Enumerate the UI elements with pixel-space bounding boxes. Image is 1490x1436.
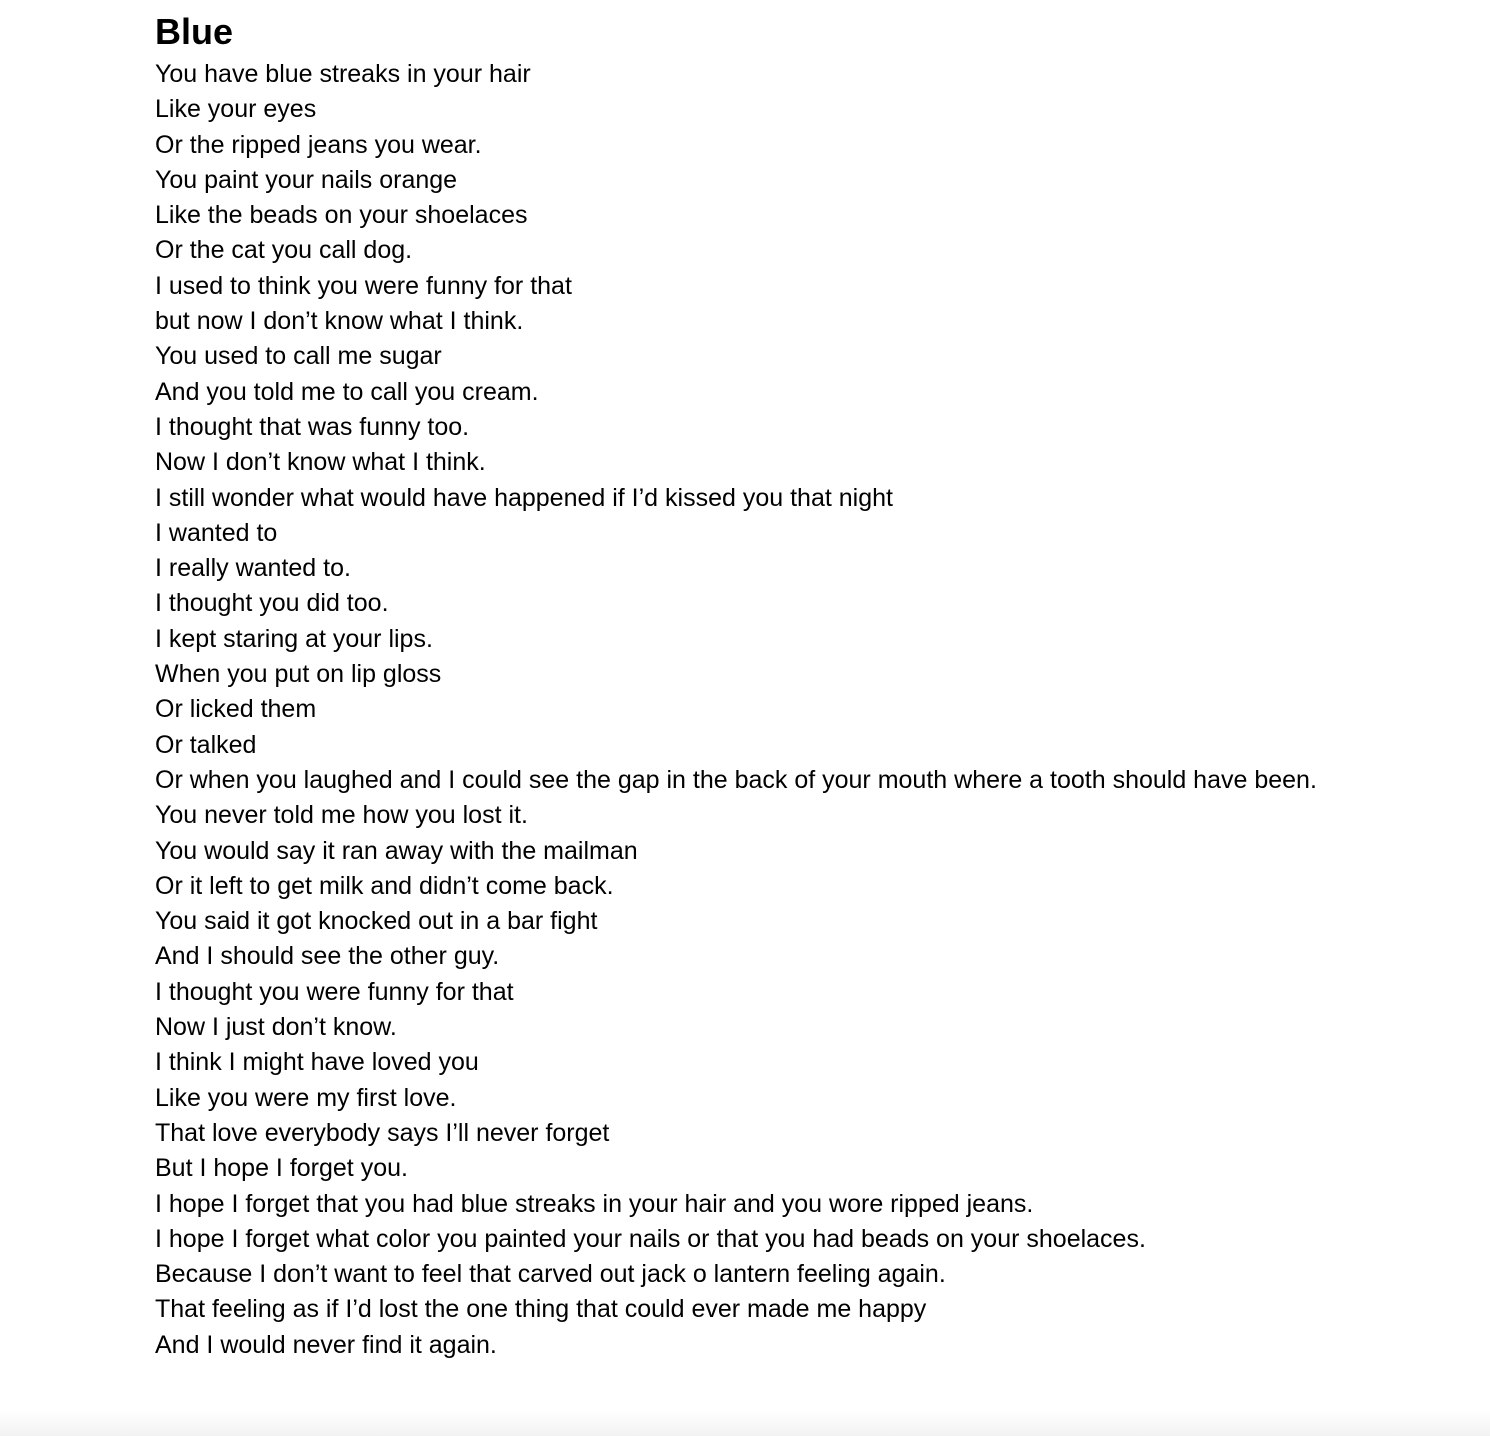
poem-line: I really wanted to. (155, 554, 351, 583)
poem-line: I hope I forget that you had blue streaks in your hair and you wore ripped jeans. (155, 1189, 1034, 1218)
poem-title: Blue (155, 11, 234, 52)
poem-line: but now I don’t know what I think. (155, 307, 524, 336)
poem-line: That feeling as if I’d lost the one thing that could ever made me happy (155, 1295, 927, 1324)
poem-line: Now I don’t know what I think. (155, 448, 486, 477)
poem-line: That love everybody says I’ll never forget (155, 1118, 610, 1147)
poem-line: Like the beads on your shoelaces (155, 201, 528, 230)
poem-line: I thought you did too. (155, 589, 389, 618)
poem-line: You never told me how you lost it. (155, 801, 528, 830)
poem-line: When you put on lip gloss (155, 660, 442, 689)
poem-line: Or when you laughed and I could see the gap in the back of your mouth where a tooth should have been. (155, 765, 1317, 794)
poem-line: You paint your nails orange (155, 165, 458, 194)
page-bottom-edge (0, 1410, 1490, 1436)
poem-line: You have blue streaks in your hair (155, 60, 531, 88)
poem-line: I thought that was funny too. (155, 412, 470, 441)
poem-line: And I should see the other guy. (155, 942, 500, 971)
poem-line: You used to call me sugar (155, 342, 442, 371)
poem-line: I used to think you were funny for that (155, 271, 572, 300)
poem-line: Or it left to get milk and didn’t come back. (155, 871, 614, 900)
poem-body (155, 57, 1465, 1363)
poem-line: Now I just don’t know. (155, 1013, 397, 1042)
poem-line: I kept staring at your lips. (155, 624, 433, 653)
poem (155, 10, 1465, 1363)
poem-line: Or the ripped jeans you wear. (155, 130, 482, 159)
poem-line: I think I might have loved you (155, 1048, 479, 1077)
poem-line: Like your eyes (155, 95, 317, 124)
poem-line: I wanted to (155, 518, 278, 547)
poem-line: Or the cat you call dog. (155, 236, 413, 265)
poem-line: Because I don’t want to feel that carved out jack o lantern feeling again. (155, 1260, 946, 1289)
poem-line: I thought you were funny for that (155, 977, 514, 1006)
poem-line: You said it got knocked out in a bar fight (155, 907, 598, 936)
poem-line: Or talked (155, 730, 257, 759)
poem-line: Like you were my first love. (155, 1083, 457, 1112)
poem-line: But I hope I forget you. (155, 1154, 408, 1183)
poem-line: I hope I forget what color you painted your nails or that you had beads on your shoelaces. (155, 1224, 1146, 1253)
poem-line: Or licked them (155, 695, 317, 724)
poem-line: And you told me to call you cream. (155, 377, 539, 406)
poem-line: I still wonder what would have happened if I’d kissed you that night (155, 483, 893, 512)
poem-line: And I would never find it again. (155, 1330, 497, 1359)
poem-line: You would say it ran away with the mailman (155, 836, 638, 865)
